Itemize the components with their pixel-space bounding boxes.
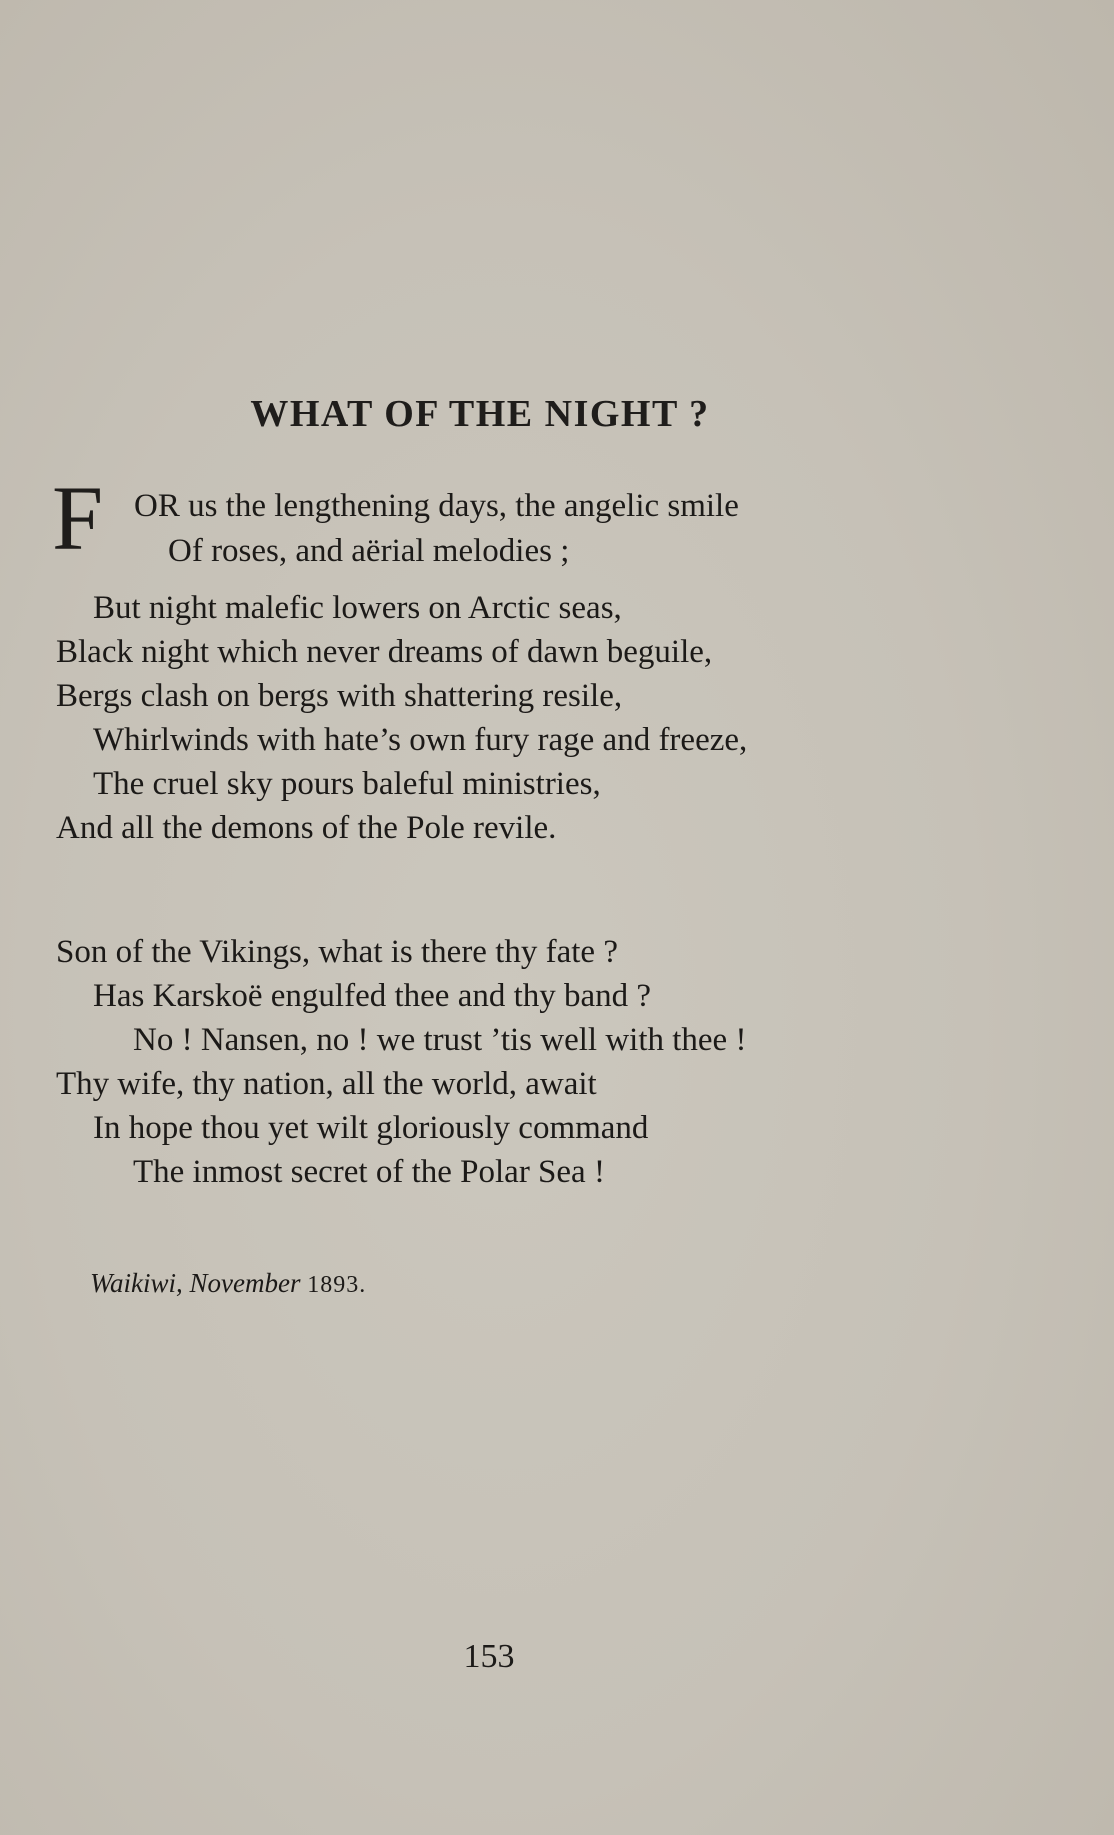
- poem-title: WHAT OF THE NIGHT ?: [250, 393, 710, 435]
- page-number: 153: [463, 1638, 515, 1675]
- poem-line: The inmost secret of the Polar Sea !: [133, 1154, 605, 1190]
- drop-cap: F: [52, 467, 104, 569]
- poem-line: And all the demons of the Pole revile.: [56, 810, 557, 846]
- signature-dateline: [90, 1268, 366, 1299]
- poem-line: In hope thou yet wilt gloriously command: [93, 1110, 649, 1146]
- signature-year: 1893.: [307, 1272, 367, 1298]
- poem-line: No ! Nansen, no ! we trust ’tis well with thee !: [133, 1022, 747, 1058]
- poem-line: Black night which never dreams of dawn beguile,: [56, 634, 713, 670]
- poem-line: Has Karskoë engulfed thee and thy band ?: [93, 978, 652, 1014]
- poem-line: OR us the lengthening days, the angelic smile: [134, 488, 739, 524]
- poem-line: Thy wife, thy nation, all the world, await: [56, 1066, 597, 1102]
- poem-line: Whirlwinds with hate’s own fury rage and freeze,: [93, 722, 748, 758]
- poem-line: Bergs clash on bergs with shattering resile,: [56, 678, 623, 714]
- poem-line: Son of the Vikings, what is there thy fate ?: [56, 934, 618, 970]
- signature-place-date: Waikiwi, November: [90, 1268, 301, 1298]
- poem-line: But night malefic lowers on Arctic seas,: [93, 590, 622, 626]
- poem-line: The cruel sky pours baleful ministries,: [93, 766, 601, 802]
- poem-line: Of roses, and aërial melodies ;: [168, 533, 570, 569]
